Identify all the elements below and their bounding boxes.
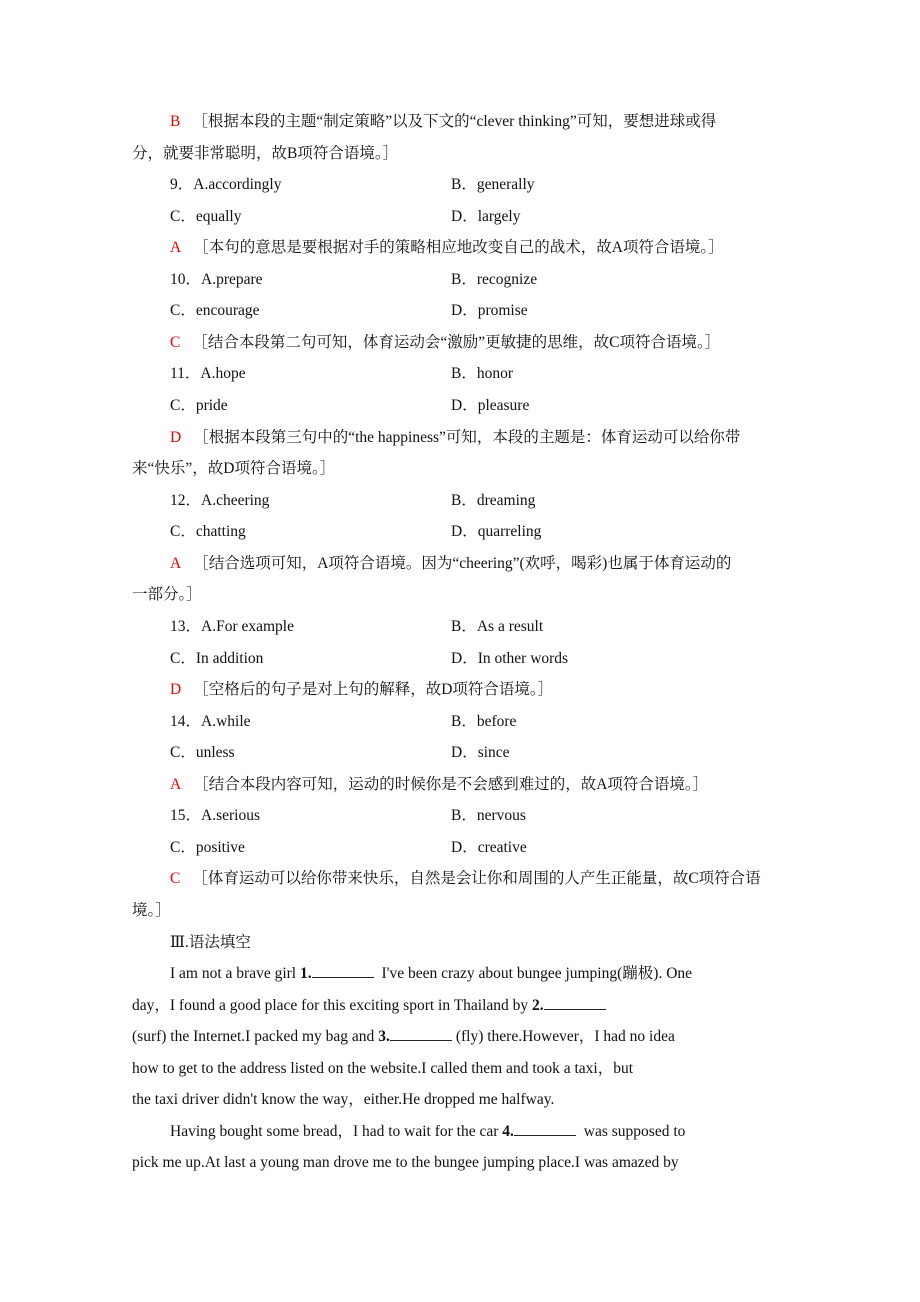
blank-number: 1. bbox=[299, 965, 312, 983]
answer-letter: C bbox=[170, 333, 181, 351]
heading-line bbox=[170, 932, 820, 954]
option-right: D．promise bbox=[451, 302, 528, 320]
answer-explanation: ［结合选项可知，A项符合语境。因为“cheering”(欢呼，喝彩)也属于体育运动的 bbox=[193, 554, 732, 572]
opt-line bbox=[170, 521, 820, 543]
passage-text: I am not a brave girl bbox=[170, 965, 300, 983]
explanation-continuation: 一部分。］ bbox=[132, 586, 202, 604]
opt-line bbox=[170, 174, 820, 196]
option-right: D．since bbox=[451, 744, 510, 762]
answer-line bbox=[170, 237, 820, 259]
option-right: D．quarreling bbox=[451, 523, 542, 541]
explanation-continuation: 分，就要非常聪明，故B项符合语境。］ bbox=[132, 144, 399, 162]
answer-letter: D bbox=[170, 428, 182, 446]
option-left: 14．A.while bbox=[170, 712, 251, 730]
option-right: B．honor bbox=[451, 365, 514, 383]
answer-line bbox=[170, 111, 820, 133]
option-left: C．pride bbox=[170, 397, 228, 415]
para-line bbox=[132, 995, 820, 1017]
answer-letter: D bbox=[170, 681, 182, 699]
opt-line bbox=[170, 837, 820, 859]
option-left: C．encourage bbox=[170, 302, 260, 320]
para-line bbox=[132, 1026, 820, 1048]
option-left: 10．A.prepare bbox=[170, 270, 263, 288]
para-line bbox=[132, 1058, 820, 1080]
answer-line bbox=[170, 679, 820, 701]
cont-line bbox=[132, 584, 820, 606]
para-line bbox=[132, 1089, 820, 1111]
option-right: D．largely bbox=[451, 207, 521, 225]
option-right: B．dreaming bbox=[451, 491, 536, 509]
answer-line bbox=[170, 332, 820, 354]
blank-number: 3. bbox=[378, 1028, 390, 1046]
para-line bbox=[170, 1121, 820, 1143]
opt-line bbox=[170, 300, 820, 322]
option-right: B．nervous bbox=[451, 807, 526, 825]
option-right: D．pleasure bbox=[451, 397, 530, 415]
para-line bbox=[132, 1152, 820, 1174]
passage-text: (fly) there.However，I had no idea bbox=[455, 1028, 675, 1046]
answer-explanation: ［本句的意思是要根据对手的策略相应地改变自己的战术，故A项符合语境。］ bbox=[193, 239, 724, 257]
cont-line bbox=[132, 458, 820, 480]
blank-line bbox=[514, 1121, 576, 1136]
opt-line bbox=[170, 363, 820, 385]
option-left: 11．A.hope bbox=[170, 365, 246, 383]
opt-line bbox=[170, 395, 820, 417]
passage-text: the taxi driver didn't know the way，either.He dropped me halfway. bbox=[132, 1091, 555, 1109]
answer-explanation: ［结合本段第二句可知，体育运动会“激励”更敏捷的思维，故C项符合语境。］ bbox=[192, 333, 721, 351]
cont-line bbox=[132, 143, 820, 165]
passage-text: (surf) the Internet.I packed my bag and bbox=[132, 1028, 379, 1046]
answer-explanation: ［空格后的句子是对上句的解释，故D项符合语境。］ bbox=[193, 681, 554, 699]
passage-text: Having bought some bread，I had to wait for the car bbox=[170, 1122, 503, 1140]
blank-line bbox=[544, 995, 606, 1010]
option-left: 9．A.accordingly bbox=[170, 176, 282, 194]
opt-line bbox=[170, 742, 820, 764]
passage-text: day，I found a good place for this exciting sport in Thailand by bbox=[132, 996, 533, 1014]
option-left: 13．A.For example bbox=[170, 617, 294, 635]
explanation-continuation: 境。］ bbox=[132, 902, 171, 919]
option-right: B．before bbox=[451, 712, 517, 730]
option-left: C．positive bbox=[170, 838, 245, 856]
passage-text: I've been crazy about bungee jumping(蹦极). One bbox=[377, 965, 693, 983]
blank-number: 4. bbox=[502, 1122, 514, 1140]
answer-letter: C bbox=[170, 870, 181, 888]
answer-letter: B bbox=[170, 113, 181, 130]
passage-text: pick me up.At last a young man drove me to the bungee jumping place.I was amazed by bbox=[132, 1154, 679, 1172]
option-right: B．generally bbox=[451, 176, 535, 194]
opt-line bbox=[170, 269, 820, 291]
explanation-continuation: 来“快乐”，故D项符合语境。］ bbox=[132, 460, 336, 478]
option-left: C．In addition bbox=[170, 649, 264, 667]
option-left: 15．A.serious bbox=[170, 807, 260, 825]
passage-text: how to get to the address listed on the website.I called them and took a taxi，but bbox=[132, 1059, 634, 1077]
answer-explanation: ［根据本段第三句中的“the happiness”可知，本段的主题是：体育运动可以给你带 bbox=[193, 428, 741, 446]
opt-line bbox=[170, 648, 820, 670]
para-line bbox=[170, 963, 820, 985]
answer-line bbox=[170, 427, 820, 449]
option-right: D．In other words bbox=[451, 649, 569, 667]
opt-line bbox=[170, 490, 820, 512]
answer-letter: A bbox=[170, 239, 182, 257]
opt-line bbox=[170, 616, 820, 638]
blank-line bbox=[390, 1026, 452, 1041]
answer-line bbox=[170, 553, 820, 575]
answer-explanation: ［结合本段内容可知，运动的时候你是不会感到难过的，故A项符合语境。］ bbox=[193, 775, 709, 793]
option-left: C．chatting bbox=[170, 523, 246, 541]
passage-text: was supposed to bbox=[579, 1122, 686, 1140]
blank-line bbox=[312, 963, 374, 978]
option-right: B．recognize bbox=[451, 270, 538, 288]
answer-explanation: ［体育运动可以给你带来快乐，自然是会让你和周围的人产生正能量，故C项符合语 bbox=[192, 870, 761, 888]
section-heading: Ⅲ.语法填空 bbox=[170, 933, 251, 951]
opt-line bbox=[170, 711, 820, 733]
option-right: B．As a result bbox=[451, 617, 544, 635]
opt-line bbox=[170, 206, 820, 228]
option-left: C．unless bbox=[170, 744, 235, 762]
answer-letter: A bbox=[170, 775, 182, 793]
answer-letter: A bbox=[170, 554, 182, 572]
answer-line bbox=[170, 774, 820, 796]
blank-number: 2. bbox=[532, 996, 544, 1014]
option-right: D．creative bbox=[451, 838, 527, 856]
opt-line bbox=[170, 805, 820, 827]
answer-explanation: ［根据本段的主题“制定策略”以及下文的“clever thinking”可知，要想进球或得 bbox=[192, 113, 717, 130]
option-left: 12．A.cheering bbox=[170, 491, 270, 509]
cont-line bbox=[132, 900, 820, 922]
answer-line bbox=[170, 868, 820, 890]
option-left: C．equally bbox=[170, 207, 242, 225]
